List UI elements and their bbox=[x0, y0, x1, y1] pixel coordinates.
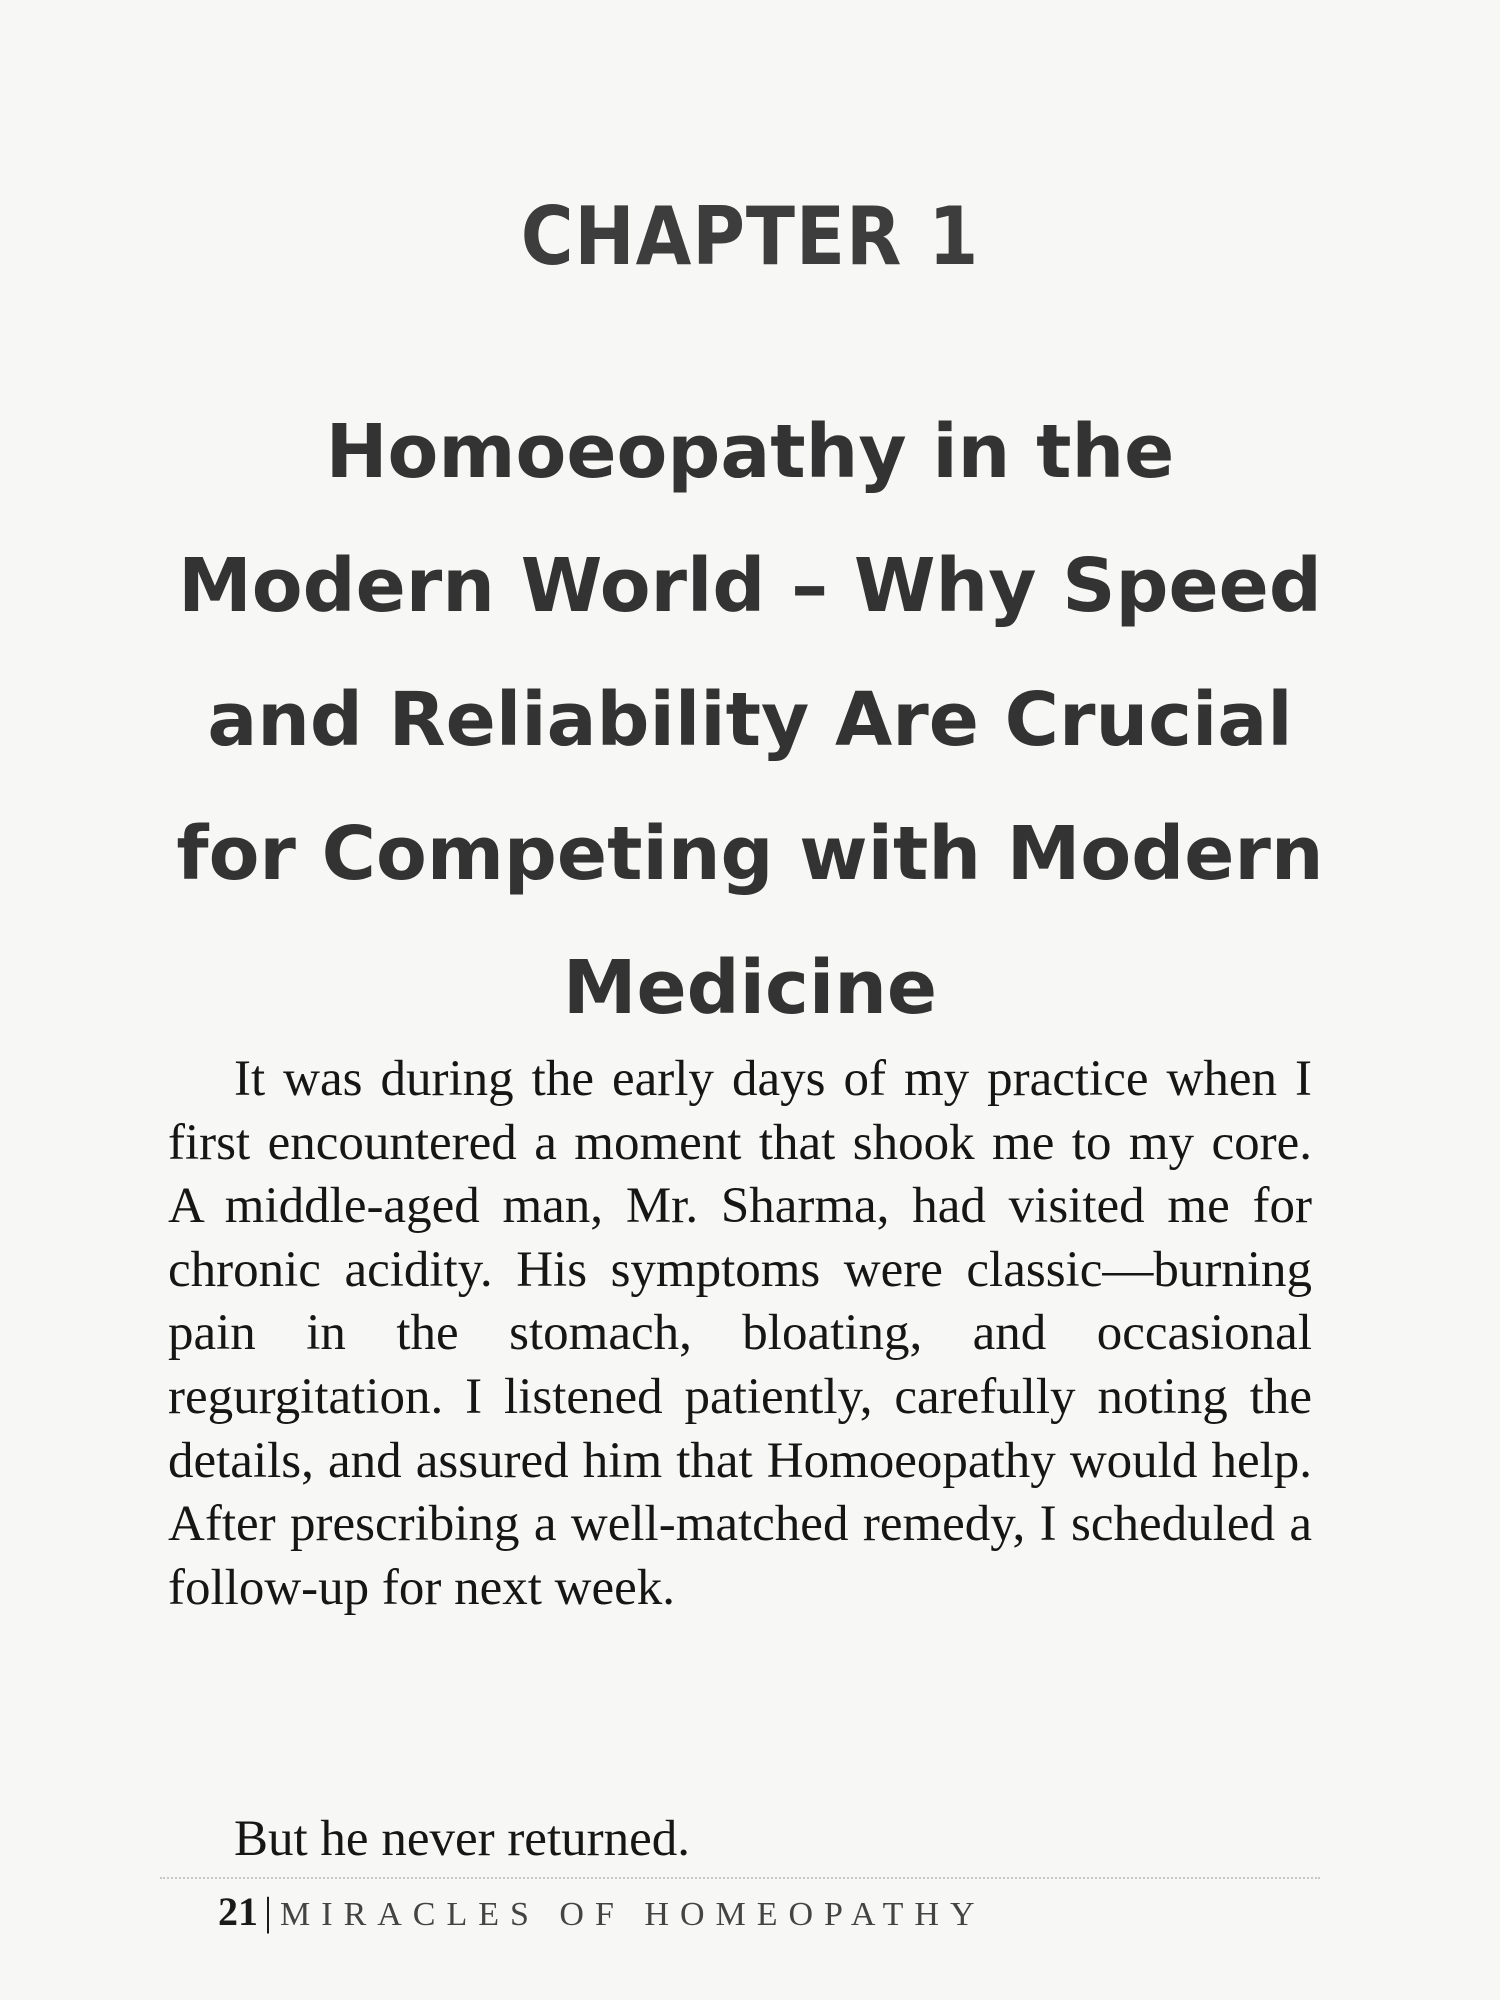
footer-divider bbox=[160, 1877, 1320, 1879]
body-paragraph-1: It was during the early days of my practice when I first encountered a moment that shook me to my core. A middle-aged man, Mr. Sharma, had visited me for chronic acidity. His symptoms were classic—burning pain in the stomach, bloating, and occasional regurgitation. I listened patiently, carefully noting the details, and assured him that Homoeopathy would help. After prescribing a well-matched remedy, I scheduled a follow-up for next week. bbox=[168, 1051, 1312, 1616]
footer-separator: | bbox=[264, 1889, 273, 1934]
chapter-label: CHAPTER 1 bbox=[520, 190, 980, 283]
running-book-title: MIRACLES OF HOMEOPATHY bbox=[280, 1896, 986, 1933]
body-paragraph-2: But he never returned. bbox=[234, 1811, 690, 1867]
page-number: 21 bbox=[218, 1889, 258, 1934]
chapter-title: Homoeopathy in the Modern World – Why Speed and Reliability Are Crucial for Competing with Modern Medicine bbox=[176, 409, 1324, 1031]
page-footer bbox=[218, 1888, 986, 1935]
